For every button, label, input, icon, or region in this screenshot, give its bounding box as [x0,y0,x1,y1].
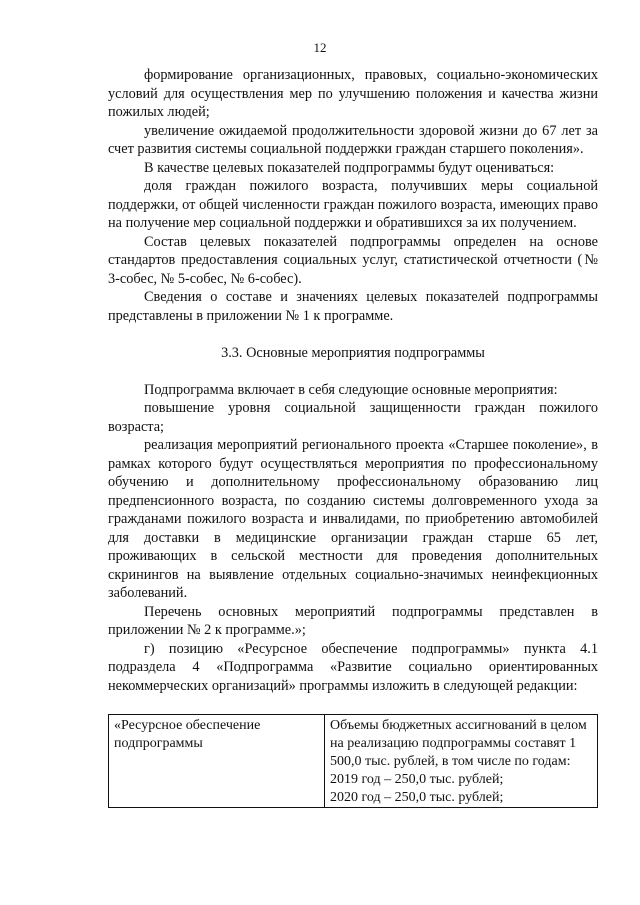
table-row [109,715,598,808]
table-line: 2019 год – 250,0 тыс. рублей; [330,772,504,787]
paragraph: увеличение ожидаемой продолжительности здоровой жизни до 67 лет за счет развития системы социальной поддержки граждан старшего поколения». [108,122,598,157]
paragraph: формирование организационных, правовых, социально-экономических условий для осуществления мер по улучшению положения и качества жизни пожилых людей; [108,67,598,120]
paragraph: Подпрограмма включает в себя следующие основные мероприятия: [144,381,558,398]
document-body [108,66,598,808]
section-title: 3.3. Основные мероприятия подпрограммы [221,345,485,361]
table-cell-value [325,715,598,808]
paragraph: г) позицию «Ресурсное обеспечение подпрограммы» пункта 4.1 подраздела 4 «Подпрограмма «Развитие социально ориентированных некоммерческих организаций» программы изложить в следующей редакции: [108,640,598,694]
paragraph: реализация мероприятий регионального проекта «Старшее поколение», в рамках которого будут осуществляться мероприятия по профессиональному обучению и дополнительному профессиональному образованию лиц предпенсионного возраста, по созданию системы долговременного ухода за гражданами пожилого возраста и инвалидами, по приобретению автомобилей для доставки в медицинские организации граждан старше 65 лет, проживающих в сельской местности для проведения дополнительных скринингов на выявление отдельных социально-значимых неинфекционных заболеваний. [108,437,598,601]
table-line: 2020 год – 250,0 тыс. рублей; [330,790,504,805]
paragraph: доля граждан пожилого возраста, получивших меры социальной поддержки, от общей численности граждан пожилого возраста, имеющих право на получение мер социальной поддержки и обратившихся за их получением. [108,178,598,231]
table-cell-label: «Ресурсное обеспечение подпрограммы [109,715,325,808]
resource-table [108,714,598,808]
paragraph: В качестве целевых показателей подпрограммы будут оцениваться: [144,159,555,176]
table-line: Объемы бюджетных ассигнований в целом на реализацию подпрограммы составят 1 500,0 тыс. рублей, в том числе по годам: [330,718,587,769]
paragraph: Перечень основных мероприятий подпрограммы представлен в приложении № 2 к программе.»; [108,603,598,638]
paragraph: Сведения о составе и значениях целевых показателей подпрограммы представлены в приложении № 1 к программе. [108,289,598,324]
page-number: 12 [313,40,327,55]
paragraph: повышение уровня социальной защищенности граждан пожилого возраста; [108,400,598,435]
paragraph: Состав целевых показателей подпрограммы определен на основе стандартов предоставления социальных услуг, статистической отчетности (№ 3-собес, № 5-собес, № 6-собес). [108,233,598,287]
